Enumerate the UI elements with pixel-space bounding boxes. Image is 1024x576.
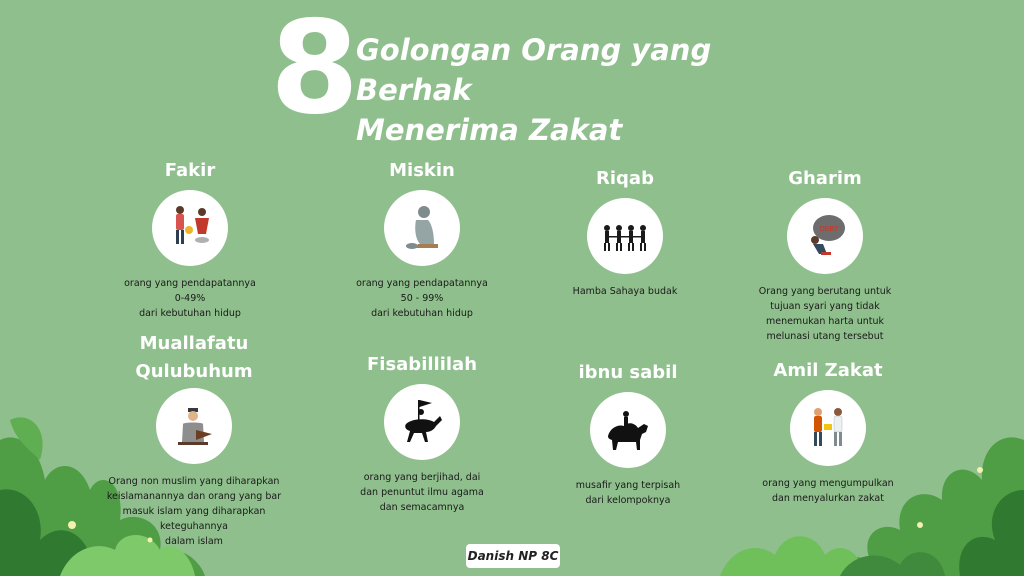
card-title: Fisabillilah [366, 354, 478, 375]
handing-over-icon [800, 400, 856, 456]
card-description: orang yang pendapatannya 0-49% dari kebutuhan hidup [124, 278, 256, 319]
big-number-eight: 8 [270, 0, 360, 143]
credit-badge: Danish NP 8C [466, 544, 560, 568]
card-description: orang yang berjihad, dai dan penuntut ilmu agama dan semacamnya [360, 472, 484, 513]
icon-circle [384, 384, 460, 460]
debt-burden-icon [797, 208, 853, 264]
card-title: ibnu sabil [578, 362, 678, 383]
icon-circle [156, 388, 232, 464]
card-description: Orang non muslim yang diharapkan keislamanannya dan orang yang bar masuk islam yang diharapkan keteguhannya dalam islam [106, 476, 282, 547]
card-title: Fakir [164, 160, 216, 181]
icon-circle [384, 190, 460, 266]
reading-quran-icon [166, 398, 222, 454]
card-fakir [100, 158, 280, 321]
icon-circle [790, 390, 866, 466]
svg-text:DEBT: DEBT [819, 225, 839, 233]
horse-rider-flag-icon [394, 394, 450, 450]
icon-circle [787, 198, 863, 274]
card-description: Hamba Sahaya budak [572, 286, 678, 297]
icon-circle [152, 190, 228, 266]
card-title: Muallafatu Qulubuhum [135, 333, 253, 382]
receiving-money-icon [162, 200, 218, 256]
card-description: orang yang pendapatannya 50 - 99% dari kebutuhan hidup [356, 278, 488, 319]
card-title: Miskin [389, 160, 455, 181]
card-title: Amil Zakat [773, 360, 883, 381]
card-description: Orang yang berutang untuk tujuan syari yang tidak menemukan harta untuk melunasi utang tersebut [758, 286, 892, 342]
page-title [356, 30, 836, 150]
icon-circle [587, 198, 663, 274]
card-description: orang yang mengumpulkan dan menyalurkan zakat [762, 478, 894, 504]
title-line-1: Golongan Orang yang Berhak [356, 33, 712, 107]
card-description: musafir yang terpisah dari kelompoknya [575, 480, 681, 506]
icon-circle [590, 392, 666, 468]
card-riqab [535, 166, 715, 299]
camel-rider-icon [600, 402, 656, 458]
card-amil-zakat [738, 358, 918, 506]
card-gharim [735, 166, 915, 344]
card-muallafatu-qulubuhum [94, 330, 294, 549]
card-title: Riqab [596, 168, 654, 189]
title-line-2: Menerima Zakat [356, 113, 623, 147]
card-title: Gharim [788, 168, 862, 189]
card-fisabillilah [332, 352, 512, 515]
card-miskin [332, 158, 512, 321]
card-ibnu-sabil [538, 360, 718, 508]
chained-slaves-icon [597, 208, 653, 264]
sitting-beggar-icon [394, 200, 450, 256]
